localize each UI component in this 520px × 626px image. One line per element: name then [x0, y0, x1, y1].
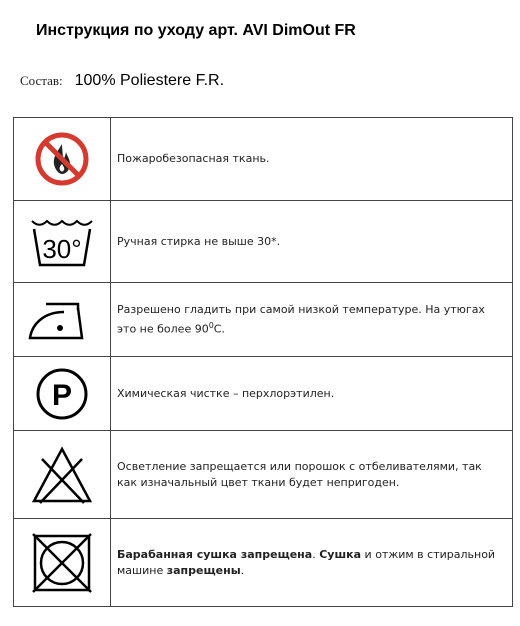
- care-table: [13, 117, 513, 607]
- page-title: Инструкция по уходу арт. AVI DimOut FR: [36, 22, 356, 39]
- no-bleach-icon: [30, 445, 94, 505]
- row-text: Ручная стирка не выше 30*.: [111, 201, 513, 283]
- svg-text:P: P: [51, 378, 73, 412]
- icon-cell: [14, 283, 111, 357]
- icon-cell: [14, 201, 111, 283]
- no-fire-icon: [34, 131, 90, 187]
- table-row: [14, 519, 513, 607]
- hand-wash-30-icon: [29, 215, 95, 269]
- row-text: Пожаробезопасная ткань.: [111, 118, 513, 201]
- iron-low-icon: [26, 298, 98, 342]
- icon-cell: [14, 357, 111, 431]
- composition: [20, 72, 224, 90]
- table-row: [14, 357, 513, 431]
- table-row: [14, 201, 513, 283]
- no-tumble-dry-icon: [30, 531, 94, 595]
- svg-text:30°: 30°: [42, 233, 82, 264]
- row-text: Барабанная сушка запрещена. Сушка и отжим в стиральной машине запрещены.: [111, 519, 513, 607]
- icon-cell: [14, 118, 111, 201]
- dry-clean-p-icon: [34, 366, 90, 422]
- row-text: Осветление запрещается или порошок с отбеливателями, так как изначальный цвет ткани будет непригоден.: [111, 431, 513, 519]
- table-row: [14, 283, 513, 357]
- composition-label: Состав:: [20, 73, 63, 88]
- row-text: Разрешено гладить при самой низкой температуре. На утюгах это не более $90^0С$.: [111, 283, 513, 357]
- composition-value: 100% Poliestere F.R.: [74, 72, 225, 89]
- table-row: [14, 118, 513, 201]
- icon-cell: [14, 431, 111, 519]
- row-text: Химическая чистке – перхлорэтилен.: [111, 357, 513, 431]
- table-row: [14, 431, 513, 519]
- icon-cell: [14, 519, 111, 607]
